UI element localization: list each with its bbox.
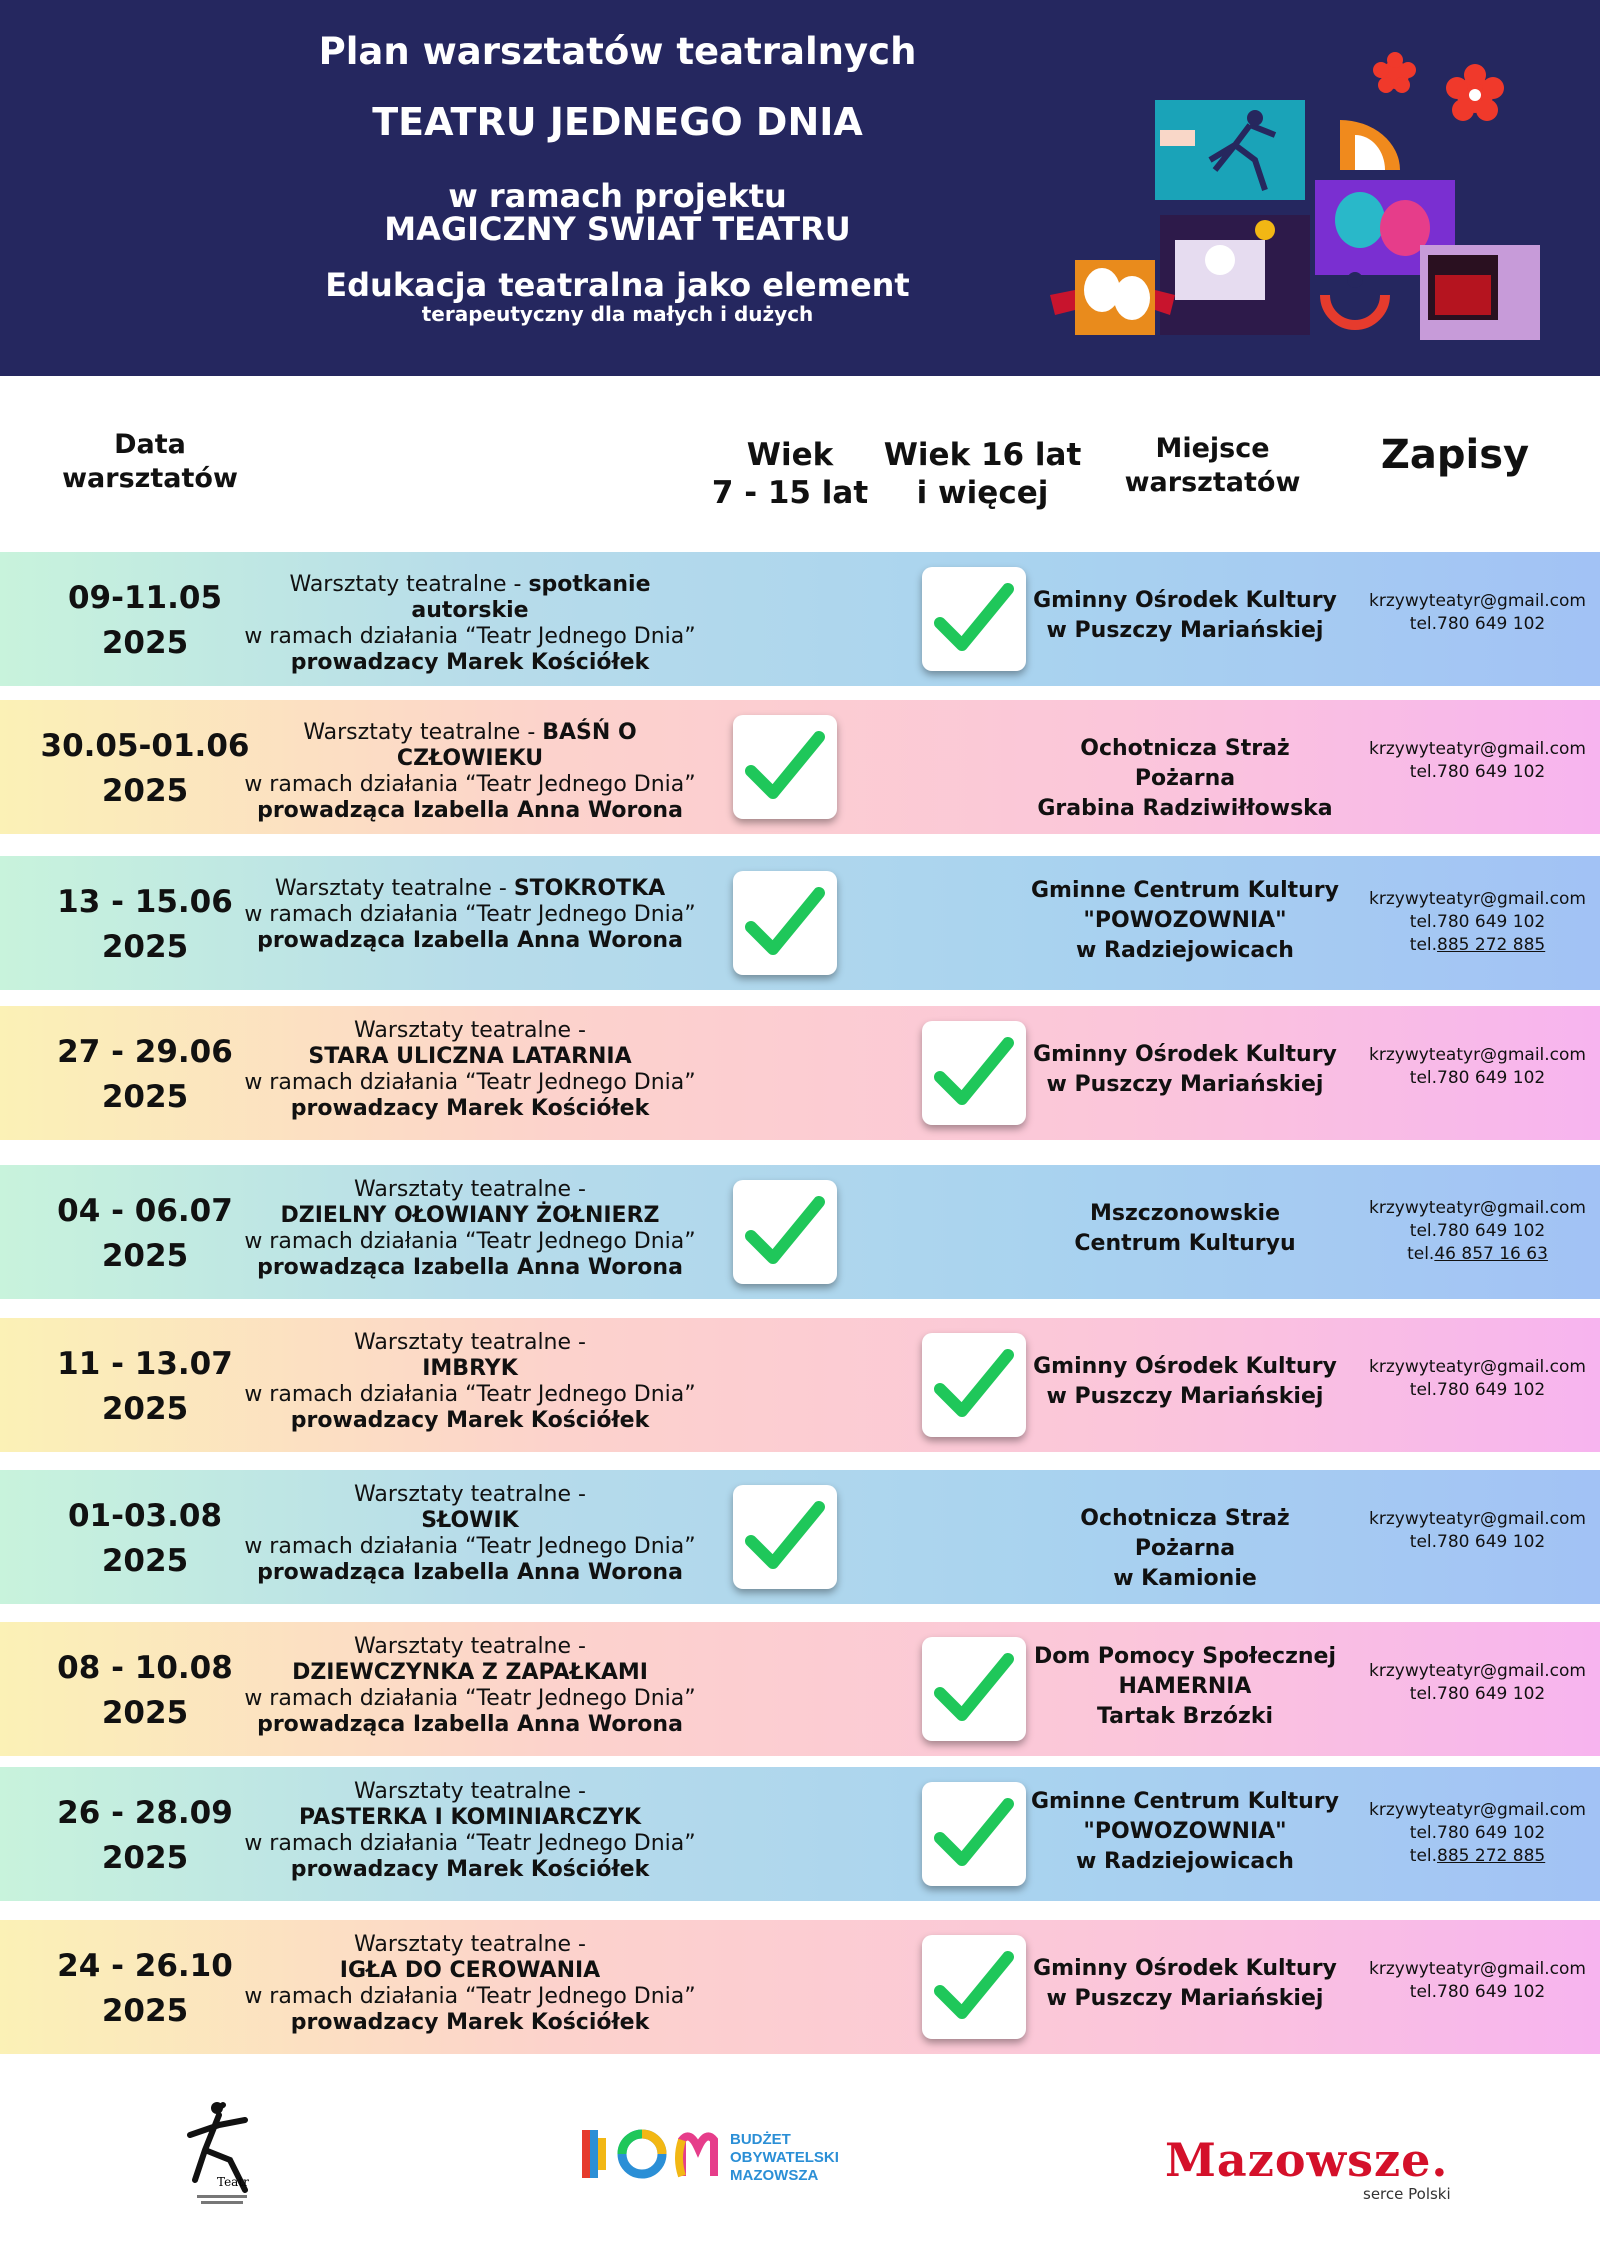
row-desc-context: w ramach działania “Teatr Jednego Dnia” <box>244 1382 696 1407</box>
krzywy-teatr-logo-text: Teatr <box>217 2175 249 2189</box>
row-desc-leader: prowadzacy Marek Kościółek <box>290 2010 650 2035</box>
table-row <box>0 1006 1600 1140</box>
theater-illustration <box>1050 50 1570 350</box>
row-contact-email[interactable]: krzywyteatyr@gmail.com <box>1369 1198 1586 1218</box>
row-date-year: 2025 <box>101 1079 189 1115</box>
column-header-date <box>40 428 260 496</box>
row-place-line1: Gminne Centrum Kultury <box>1031 878 1339 903</box>
row-description <box>235 1177 705 1281</box>
row-desc-context: w ramach działania “Teatr Jednego Dnia” <box>244 902 696 927</box>
table-row <box>0 700 1600 834</box>
row-desc-context: w ramach działania “Teatr Jednego Dnia” <box>244 1831 696 1856</box>
row-place-line1: Gminny Ośrodek Kultury <box>1033 1042 1337 1067</box>
row-contact-phone2-prefix: tel. <box>1409 935 1438 955</box>
row-description <box>235 1779 705 1883</box>
row-contact-phone[interactable]: tel.780 649 102 <box>1409 1823 1546 1843</box>
row-desc-prefix: Warsztaty teatralne - <box>354 1779 586 1804</box>
row-desc-leader: prowadząca Izabella Anna Worona <box>257 1255 683 1280</box>
row-desc-context: w ramach działania “Teatr Jednego Dnia” <box>244 1984 696 2009</box>
row-date-year: 2025 <box>101 1238 189 1274</box>
row-contact <box>1355 738 1600 784</box>
row-date-year: 2025 <box>101 1840 189 1876</box>
row-contact <box>1355 888 1600 957</box>
column-header-age16-line1: Wiek 16 lat <box>883 437 1082 473</box>
row-date-range: 30.05-01.06 <box>40 728 250 764</box>
row-date-range: 27 - 29.06 <box>57 1034 233 1070</box>
row-date <box>30 1189 260 1279</box>
checkmark-icon <box>934 581 1014 657</box>
row-description <box>235 1482 705 1586</box>
row-date-year: 2025 <box>101 1993 189 2029</box>
age-check-box <box>922 1782 1026 1886</box>
bo-mazowsza-logo <box>580 2120 900 2190</box>
column-header-age7-line1: Wiek <box>746 437 834 473</box>
row-place-line1: Gminny Ośrodek Kultury <box>1033 1354 1337 1379</box>
row-date <box>30 1791 260 1881</box>
row-place-line1: Ochotnicza Straż Pożarna <box>1080 1506 1290 1561</box>
row-contact <box>1355 1508 1600 1554</box>
column-header-signup: Zapisy <box>1380 432 1530 478</box>
row-place-line3: w Radziejowicach <box>1076 1849 1294 1874</box>
row-contact-phone[interactable]: tel.780 649 102 <box>1409 614 1546 634</box>
row-desc-leader: prowadząca Izabella Anna Worona <box>257 798 683 823</box>
row-date <box>30 1342 260 1432</box>
checkmark-icon <box>745 1499 825 1575</box>
row-date-year: 2025 <box>101 625 189 661</box>
age-check-box <box>733 715 837 819</box>
age-check-box <box>733 1485 837 1589</box>
row-contact-email[interactable]: krzywyteatyr@gmail.com <box>1369 739 1586 759</box>
row-place <box>1030 734 1340 824</box>
row-date-year: 2025 <box>101 1543 189 1579</box>
row-date <box>30 1646 260 1736</box>
header-title: Plan warsztatów teatralnych <box>318 30 917 73</box>
row-date-range: 04 - 06.07 <box>57 1193 233 1229</box>
table-row <box>0 552 1600 686</box>
checkmark-icon <box>745 885 825 961</box>
row-date-range: 24 - 26.10 <box>57 1948 233 1984</box>
row-description <box>235 1634 705 1738</box>
row-place <box>1030 1787 1340 1877</box>
mazowsze-sub: serce Polski <box>1363 2185 1451 2203</box>
age-check-box <box>922 567 1026 671</box>
row-contact-phone2-number[interactable]: 885 272 885 <box>1437 1846 1546 1866</box>
row-contact-email[interactable]: krzywyteatyr@gmail.com <box>1369 591 1586 611</box>
krzywy-teatr-logo <box>175 2100 265 2210</box>
row-desc-leader: prowadzacy Marek Kościółek <box>290 1857 650 1882</box>
row-contact-phone[interactable]: tel.780 649 102 <box>1409 1684 1546 1704</box>
table-row <box>0 1318 1600 1452</box>
row-contact-phone[interactable]: tel.780 649 102 <box>1409 912 1546 932</box>
row-contact-email[interactable]: krzywyteatyr@gmail.com <box>1369 1357 1586 1377</box>
row-contact-phone[interactable]: tel.780 649 102 <box>1409 1532 1546 1552</box>
row-date-range: 01-03.08 <box>67 1498 223 1534</box>
row-place-line2: Grabina Radziwiłłowska <box>1037 796 1333 821</box>
row-desc-title: DZIEWCZYNKA Z ZAPAŁKAMI <box>292 1660 648 1685</box>
row-desc-line1 <box>235 572 705 624</box>
row-contact-phone[interactable]: tel.780 649 102 <box>1409 1221 1546 1241</box>
row-date-range: 13 - 15.06 <box>57 884 233 920</box>
row-date-year: 2025 <box>101 1391 189 1427</box>
row-desc-prefix: Warsztaty teatralne - <box>303 720 543 745</box>
row-place <box>1030 1642 1340 1732</box>
row-contact-email[interactable]: krzywyteatyr@gmail.com <box>1369 1959 1586 1979</box>
row-contact-phone[interactable]: tel.780 649 102 <box>1409 762 1546 782</box>
row-date <box>30 1030 260 1120</box>
row-date-range: 08 - 10.08 <box>57 1650 233 1686</box>
column-header-age7-line2: 7 - 15 lat <box>711 475 869 511</box>
row-contact-phone2[interactable] <box>1355 934 1600 957</box>
bo-line2: OBYWATELSKI <box>730 2149 839 2166</box>
row-desc-title: IMBRYK <box>422 1356 518 1381</box>
header-project-name: MAGICZNY SWIAT TEATRU <box>384 210 851 248</box>
row-contact <box>1355 590 1600 636</box>
row-contact-email[interactable]: krzywyteatyr@gmail.com <box>1369 1045 1586 1065</box>
age-check-box <box>922 1935 1026 2039</box>
row-desc-line1 <box>235 720 705 772</box>
row-place-line1: Dom Pomocy Społecznej <box>1033 1644 1337 1669</box>
row-date-year: 2025 <box>101 1695 189 1731</box>
row-place-line2: Centrum Kulturyu <box>1074 1231 1296 1256</box>
row-desc-prefix: Warsztaty teatralne - <box>354 1018 586 1043</box>
row-desc-prefix: Warsztaty teatralne - <box>289 572 529 597</box>
row-contact-email[interactable]: krzywyteatyr@gmail.com <box>1369 889 1586 909</box>
column-header-date-line2: warsztatów <box>62 463 238 494</box>
row-desc-prefix: Warsztaty teatralne - <box>354 1482 586 1507</box>
row-date-year: 2025 <box>101 929 189 965</box>
row-date-range: 11 - 13.07 <box>57 1346 233 1382</box>
row-contact <box>1355 1660 1600 1706</box>
row-desc-context: w ramach działania “Teatr Jednego Dnia” <box>244 772 696 797</box>
column-header-place-line1: Miejsce <box>1155 433 1270 464</box>
row-place-line3: w Radziejowicach <box>1076 938 1294 963</box>
header-tagline: Edukacja teatralna jako element <box>325 266 910 304</box>
column-header-age-7-15 <box>705 436 875 512</box>
age-check-box <box>733 1180 837 1284</box>
row-place-line2: w Kamionie <box>1113 1566 1257 1591</box>
row-desc-title: DZIELNY OŁOWIANY ŻOŁNIERZ <box>280 1203 660 1228</box>
row-desc-prefix: Warsztaty teatralne - <box>354 1330 586 1355</box>
row-contact <box>1355 1958 1600 2004</box>
row-date <box>30 880 260 970</box>
row-desc-leader: prowadząca Izabella Anna Worona <box>257 1560 683 1585</box>
row-desc-title: SŁOWIK <box>421 1508 519 1533</box>
row-place <box>1030 1954 1340 2014</box>
row-desc-title: spotkanie autorskie <box>411 572 651 623</box>
age-check-box <box>922 1021 1026 1125</box>
row-place-line2: w Puszczy Mariańskiej <box>1046 1384 1324 1409</box>
row-place-line2: "POWOZOWNIA" <box>1083 908 1287 933</box>
row-desc-leader: prowadząca Izabella Anna Worona <box>257 1712 683 1737</box>
checkmark-icon <box>934 1651 1014 1727</box>
column-header-date-line1: Data <box>114 429 186 460</box>
header-project-label: w ramach projektu <box>448 177 787 215</box>
row-desc-leader: prowadząca Izabella Anna Worona <box>257 928 683 953</box>
row-place-line2: w Puszczy Mariańskiej <box>1046 618 1324 643</box>
checkmark-icon <box>745 729 825 805</box>
header-banner <box>0 0 1600 376</box>
row-place-line1: Ochotnicza Straż Pożarna <box>1080 736 1290 791</box>
row-desc-leader: prowadzacy Marek Kościółek <box>290 1408 650 1433</box>
bo-line1: BUDŻET <box>730 2131 791 2148</box>
table-row <box>0 1165 1600 1299</box>
row-date <box>30 576 260 666</box>
checkmark-icon <box>934 1035 1014 1111</box>
row-desc-title: PASTERKA I KOMINIARCZYK <box>298 1805 641 1830</box>
row-contact-phone2-number[interactable]: 46 857 16 63 <box>1434 1244 1548 1264</box>
row-contact-phone2[interactable] <box>1355 1845 1600 1868</box>
table-row <box>0 1470 1600 1604</box>
row-desc-line1 <box>235 876 705 902</box>
row-desc-title: STARA ULICZNA LATARNIA <box>308 1044 632 1069</box>
header-tagline-sub: terapeutyczny dla małych i dużych <box>421 302 814 326</box>
row-place-line1: Gminny Ośrodek Kultury <box>1033 588 1337 613</box>
column-header-place <box>1090 432 1335 500</box>
checkmark-icon <box>745 1194 825 1270</box>
row-contact-phone[interactable]: tel.780 649 102 <box>1409 1068 1546 1088</box>
row-contact-phone2[interactable] <box>1355 1243 1600 1266</box>
row-date <box>30 724 260 814</box>
age-check-box <box>922 1333 1026 1437</box>
row-description <box>235 1932 705 2036</box>
row-desc-prefix: Warsztaty teatralne - <box>354 1634 586 1659</box>
column-header-age16-line2: i więcej <box>916 475 1049 511</box>
row-date <box>30 1944 260 2034</box>
row-description <box>235 1330 705 1434</box>
row-description <box>235 572 705 676</box>
row-description <box>235 876 705 954</box>
row-contact <box>1355 1799 1600 1868</box>
row-desc-prefix: Warsztaty teatralne - <box>354 1932 586 1957</box>
row-place-line2: w Puszczy Mariańskiej <box>1046 1072 1324 1097</box>
row-contact-email[interactable]: krzywyteatyr@gmail.com <box>1369 1509 1586 1529</box>
age-check-box <box>922 1637 1026 1741</box>
row-description <box>235 720 705 824</box>
row-desc-context: w ramach działania “Teatr Jednego Dnia” <box>244 1229 696 1254</box>
column-header-place-line2: warsztatów <box>1124 467 1301 498</box>
row-place-line2: w Puszczy Mariańskiej <box>1046 1986 1324 2011</box>
row-desc-context: w ramach działania “Teatr Jednego Dnia” <box>244 1070 696 1095</box>
row-contact <box>1355 1197 1600 1266</box>
row-contact-email[interactable]: krzywyteatyr@gmail.com <box>1369 1661 1586 1681</box>
row-place <box>1030 1199 1340 1259</box>
table-row <box>0 1920 1600 2054</box>
checkmark-icon <box>934 1796 1014 1872</box>
mazowsze-logo <box>1165 2135 1465 2205</box>
row-place-line2: HAMERNIA <box>1118 1674 1252 1699</box>
row-place <box>1030 1352 1340 1412</box>
row-contact-phone[interactable]: tel.780 649 102 <box>1409 1982 1546 2002</box>
row-place <box>1030 586 1340 646</box>
row-date-range: 09-11.05 <box>67 580 223 616</box>
row-desc-context: w ramach działania “Teatr Jednego Dnia” <box>244 624 696 649</box>
row-date <box>30 1494 260 1584</box>
row-contact <box>1355 1044 1600 1090</box>
row-contact-email[interactable]: krzywyteatyr@gmail.com <box>1369 1800 1586 1820</box>
table-row <box>0 1767 1600 1901</box>
row-contact <box>1355 1356 1600 1402</box>
checkmark-icon <box>934 1949 1014 2025</box>
row-date-range: 26 - 28.09 <box>57 1795 233 1831</box>
row-place-line1: Mszczonowskie <box>1089 1201 1281 1226</box>
row-place-line2: "POWOZOWNIA" <box>1083 1819 1287 1844</box>
row-place <box>1030 876 1340 966</box>
column-header-age-16-plus <box>880 436 1085 512</box>
mazowsze-logo-text: Mazowsze. <box>1165 2133 1449 2187</box>
row-contact-phone[interactable]: tel.780 649 102 <box>1409 1380 1546 1400</box>
row-desc-prefix: Warsztaty teatralne - <box>354 1177 586 1202</box>
row-contact-phone2-prefix: tel. <box>1409 1846 1438 1866</box>
row-desc-title: BAŚŃ O CZŁOWIEKU <box>396 720 637 771</box>
age-check-box <box>733 871 837 975</box>
row-desc-context: w ramach działania “Teatr Jednego Dnia” <box>244 1534 696 1559</box>
bo-line3: MAZOWSZA <box>730 2167 819 2184</box>
row-place <box>1030 1040 1340 1100</box>
row-place-line1: Gminny Ośrodek Kultury <box>1033 1956 1337 1981</box>
header-subtitle: TEATRU JEDNEGO DNIA <box>372 100 863 144</box>
row-description <box>235 1018 705 1122</box>
row-place-line1: Gminne Centrum Kultury <box>1031 1789 1339 1814</box>
row-desc-title: IGŁA DO CEROWANIA <box>339 1958 601 1983</box>
table-row <box>0 856 1600 990</box>
row-place <box>1030 1504 1340 1594</box>
row-desc-leader: prowadzacy Marek Kościółek <box>290 650 650 675</box>
row-desc-leader: prowadzacy Marek Kościółek <box>290 1096 650 1121</box>
row-contact-phone2-number[interactable]: 885 272 885 <box>1437 935 1546 955</box>
row-contact-phone2-prefix: tel. <box>1407 1244 1435 1264</box>
row-desc-prefix: Warsztaty teatralne - <box>274 876 514 901</box>
row-place-line3: Tartak Brzózki <box>1096 1704 1274 1729</box>
row-date-year: 2025 <box>101 773 189 809</box>
checkmark-icon <box>934 1347 1014 1423</box>
row-desc-context: w ramach działania “Teatr Jednego Dnia” <box>244 1686 696 1711</box>
row-desc-title: STOKROTKA <box>513 876 666 901</box>
table-row <box>0 1622 1600 1756</box>
